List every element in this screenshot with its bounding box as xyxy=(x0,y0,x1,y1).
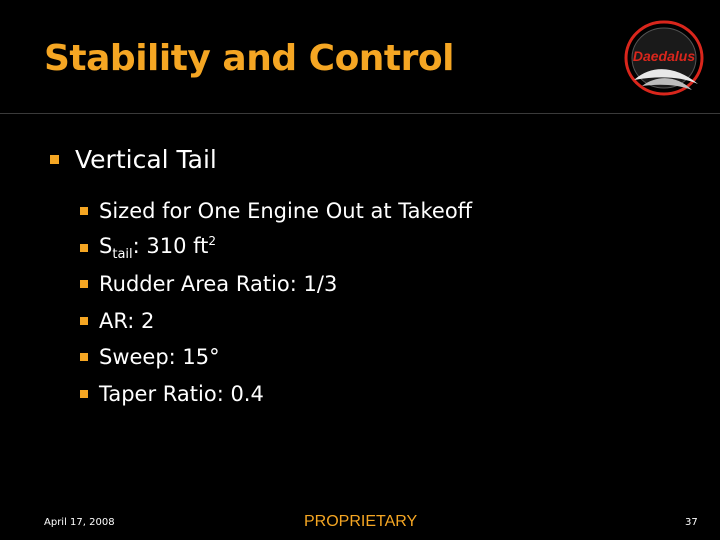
area-exponent: 2 xyxy=(208,233,217,248)
page-number: 37 xyxy=(685,517,698,528)
tail-area-symbol: S xyxy=(99,233,113,258)
sub-bullet-text: Sweep: 15° xyxy=(99,345,220,370)
square-bullet-icon xyxy=(80,317,88,325)
logo-text: Daedalus xyxy=(632,48,696,64)
square-bullet-icon xyxy=(80,280,88,288)
footer-date: April 17, 2008 xyxy=(44,517,115,528)
daedalus-logo xyxy=(618,14,710,104)
square-bullet-icon xyxy=(80,390,88,398)
sub-bullet-text: Rudder Area Ratio: 1/3 xyxy=(99,272,338,297)
sub-bullet-list xyxy=(80,193,472,412)
tail-area-value: : 310 ft xyxy=(132,233,209,258)
sub-bullet-text: Taper Ratio: 0.4 xyxy=(99,381,264,406)
list-item xyxy=(80,339,472,376)
sub-bullet-text: Sized for One Engine Out at Takeoff xyxy=(99,199,473,224)
sub-bullet-text xyxy=(99,234,216,262)
list-item xyxy=(80,376,472,413)
list-item xyxy=(80,303,472,340)
square-bullet-icon xyxy=(80,207,88,215)
list-item xyxy=(80,193,472,230)
slide-title: Stability and Control xyxy=(44,38,454,79)
square-bullet-icon xyxy=(80,244,88,252)
list-item xyxy=(80,230,472,267)
sub-bullet-text: AR: 2 xyxy=(99,308,155,333)
square-bullet-icon xyxy=(80,353,88,361)
tail-subscript: tail xyxy=(112,246,133,262)
footer-proprietary: PROPRIETARY xyxy=(304,513,418,530)
title-bar xyxy=(0,0,720,112)
title-divider xyxy=(0,113,720,114)
bullet-vertical-tail xyxy=(50,145,217,174)
bullet-heading: Vertical Tail xyxy=(75,145,217,174)
square-bullet-icon xyxy=(50,155,59,164)
list-item xyxy=(80,266,472,303)
